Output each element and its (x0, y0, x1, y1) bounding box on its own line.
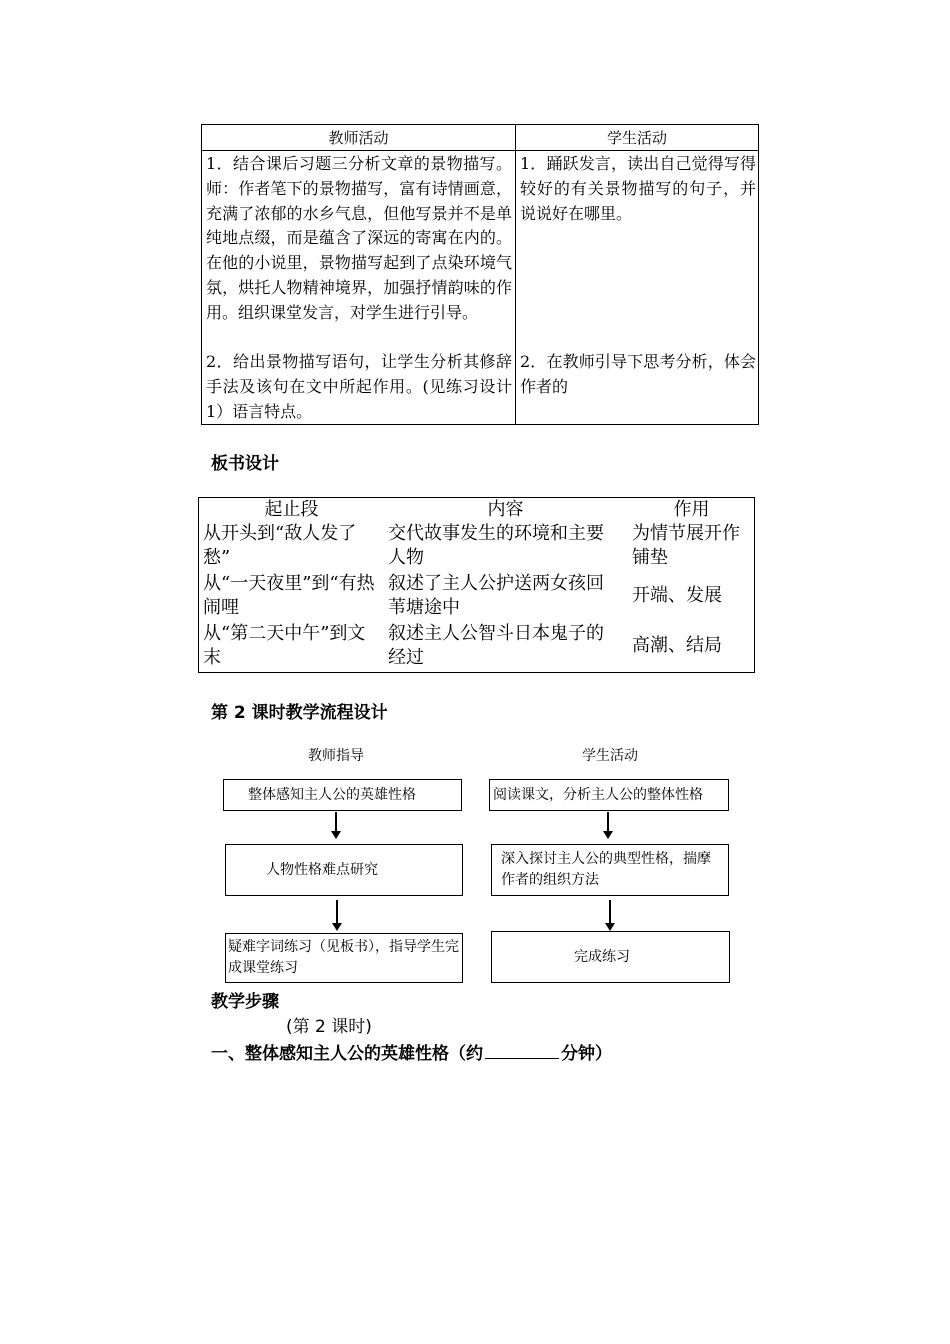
arrow-down-icon (605, 923, 615, 931)
flow-step-box (223, 779, 462, 811)
arrow-down-icon (603, 831, 613, 839)
table-cell: 从“第二天中午”到文末 (203, 623, 366, 668)
section-heading-prefix: 一、整体感知主人公的英雄性格（约 (211, 1044, 483, 1064)
column-header-paragraphs: 起止段 (264, 499, 319, 520)
table-cell: 交代故事发生的环境和主要人物 (388, 523, 604, 568)
flow-step-box (491, 931, 730, 983)
arrow-down-icon (332, 923, 342, 931)
lesson-label: (第 2 课时) (286, 1017, 372, 1037)
flow-step-text: 完成练习 (574, 948, 630, 965)
flow-step-box (225, 933, 463, 983)
teaching-steps-heading: 教学步骤 (211, 992, 279, 1012)
board-design-heading: 板书设计 (211, 454, 279, 474)
section-heading-suffix: 分钟） (561, 1044, 612, 1064)
flow-step-text: 整体感知主人公的英雄性格 (248, 786, 416, 803)
student-activity-item: 1．踊跃发言，读出自己觉得写得较好的有关景物描写的句子，并说说好在哪里。 (520, 154, 756, 223)
flow-arrow (335, 812, 337, 832)
flow-step-text: 疑难字词练习（见板书），指导学生完成课堂练习 (228, 939, 459, 976)
teacher-activity-item: 2．给出景物描写语句，让学生分析其修辞手法及该句在文中所起作用。(见练习设计1）语言特点。 (206, 352, 512, 421)
flow-step-box (491, 844, 729, 896)
activity-table (201, 124, 759, 425)
teacher-activity-header: 教师活动 (328, 129, 389, 147)
column-header-content: 内容 (487, 499, 524, 520)
table-cell: 为情节展开作铺垫 (632, 523, 740, 568)
student-activity-header: 学生活动 (606, 129, 667, 147)
arrow-down-icon (331, 831, 341, 839)
fill-in-blank[interactable] (485, 1042, 559, 1059)
flow-step-text: 深入探讨主人公的典型性格，揣摩作者的组织方法 (501, 851, 711, 888)
table-cell: 高潮、结局 (632, 635, 722, 656)
table-cell: 叙述主人公智斗日本鬼子的经过 (388, 623, 604, 668)
board-design-table (198, 497, 755, 673)
flow-arrow (609, 900, 611, 924)
flow-arrow (336, 900, 338, 924)
table-cell: 叙述了主人公护送两女孩回苇塘途中 (388, 573, 604, 618)
flow-arrow (607, 812, 609, 832)
column-divider (515, 125, 516, 424)
header-divider (202, 150, 758, 151)
flowchart-left-title: 教师指导 (308, 748, 364, 764)
teacher-activity-item: 1．结合课后习题三分析文章的景物描写。师：作者笔下的景物描写，富有诗情画意，充满了浓郁的水乡气息，但他写景并不是单纯地点缀，而是蕴含了深远的寄寓在内的。在他的小说里，景物描写起到了点染环境气氛，烘托人物精神境界，加强抒情韵味的作用。组织课堂发言，对学生进行引导。 (206, 154, 512, 322)
flow-step-text: 阅读课文，分析主人公的整体性格 (493, 786, 703, 803)
table-cell: 从“一天夜里”到“有热闹哩 (203, 573, 375, 618)
flow-step-text: 人物性格难点研究 (266, 861, 378, 878)
flowchart-right-title: 学生活动 (582, 748, 638, 764)
table-cell: 开端、发展 (632, 585, 722, 606)
student-activity-item: 2．在教师引导下思考分析，体会作者的 (520, 352, 756, 396)
table-cell: 从开头到“敌人发了愁” (203, 523, 357, 568)
section-heading (211, 1042, 612, 1065)
column-header-function: 作用 (673, 499, 710, 520)
flow-step-box (489, 779, 729, 811)
flow-step-box (225, 844, 463, 896)
flow-design-heading: 第 2 课时教学流程设计 (211, 703, 388, 723)
